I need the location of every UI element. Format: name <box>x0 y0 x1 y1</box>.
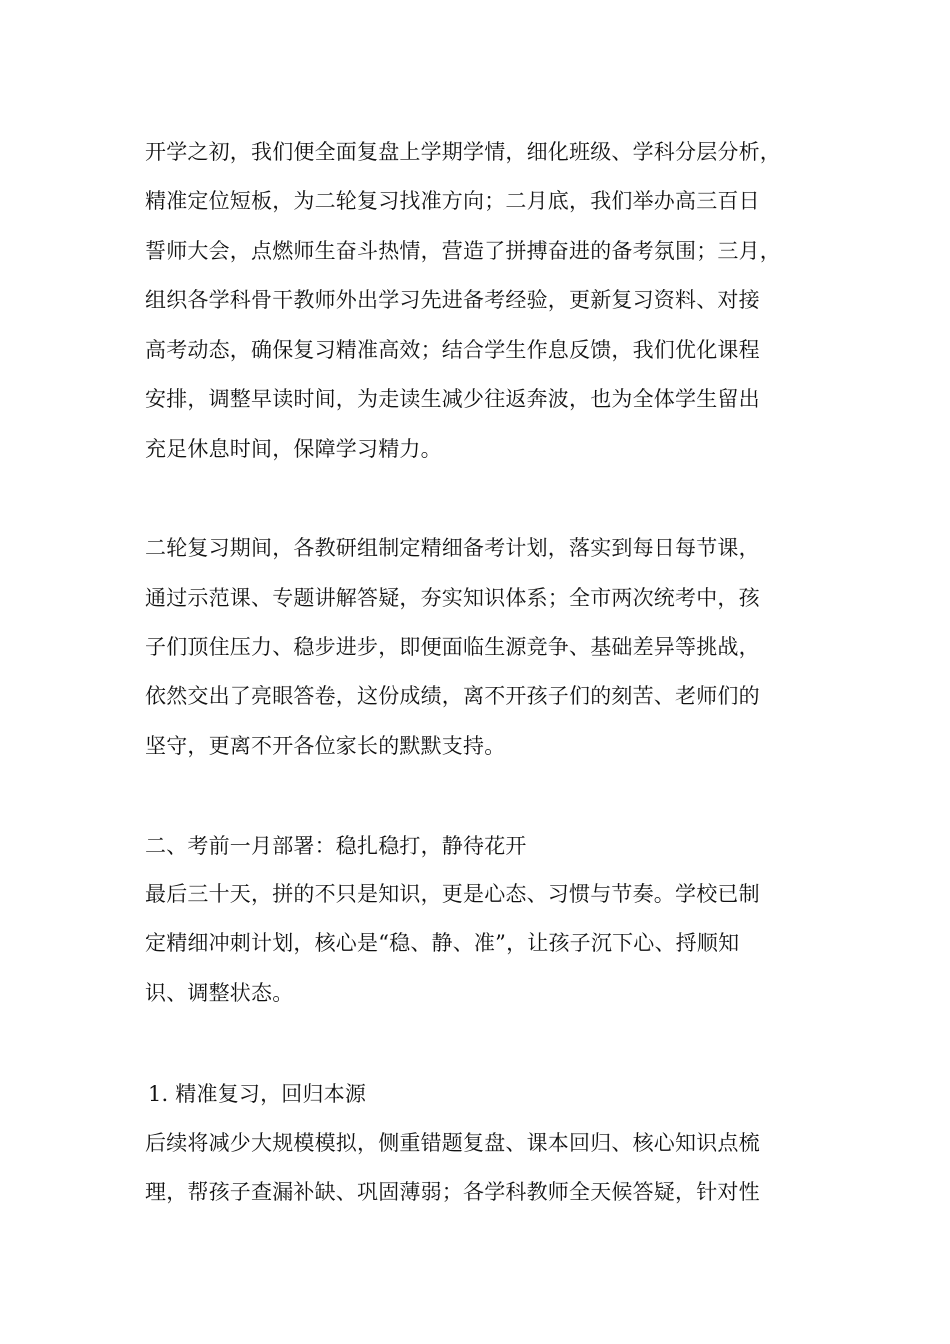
section-heading: 二、考前一月部署：稳扎稳打，静待花开 <box>145 834 527 858</box>
text-line: 高考动态，确保复习精准高效；结合学生作息反馈，我们优化课程 <box>145 338 760 362</box>
text-line: 充足休息时间，保障学习精力。 <box>145 437 442 461</box>
text-line: 誓师大会，点燃师生奋斗热情，营造了拼搏奋进的备考氛围；三月， <box>145 239 781 263</box>
text-line: 理，帮孩子查漏补缺、巩固薄弱；各学科教师全天候答疑，针对性 <box>145 1180 760 1204</box>
text-line: 依然交出了亮眼答卷，这份成绩，离不开孩子们的刻苦、老师们的 <box>145 684 760 708</box>
text-line: 子们顶住压力、稳步进步，即便面临生源竞争、基础差异等挑战， <box>145 635 760 659</box>
text-line: 识、调整状态。 <box>145 981 294 1005</box>
text-line: 最后三十天，拼的不只是知识，更是心态、习惯与节奏。学校已制 <box>145 882 760 906</box>
text-line: 通过示范课、专题讲解答疑，夯实知识体系；全市两次统考中，孩 <box>145 586 760 610</box>
subsection-heading: 1. 精准复习，回归本源 <box>148 1082 367 1106</box>
text-line: 定精细冲刺计划，核心是“稳、静、准”，让孩子沉下心、捋顺知 <box>145 931 740 955</box>
text-line: 安排，调整早读时间，为走读生减少往返奔波，也为全体学生留出 <box>145 387 760 411</box>
text-line: 组织各学科骨干教师外出学习先进备考经验，更新复习资料、对接 <box>145 288 760 312</box>
text-line: 精准定位短板，为二轮复习找准方向；二月底，我们举办高三百日 <box>145 189 760 213</box>
text-line: 二轮复习期间，各教研组制定精细备考计划，落实到每日每节课， <box>145 536 760 560</box>
text-line: 后续将减少大规模模拟，侧重错题复盘、课本回归、核心知识点梳 <box>145 1131 760 1155</box>
text-line: 开学之初，我们便全面复盘上学期学情，细化班级、学科分层分析， <box>145 140 781 164</box>
text-line: 坚守，更离不开各位家长的默默支持。 <box>145 734 506 758</box>
